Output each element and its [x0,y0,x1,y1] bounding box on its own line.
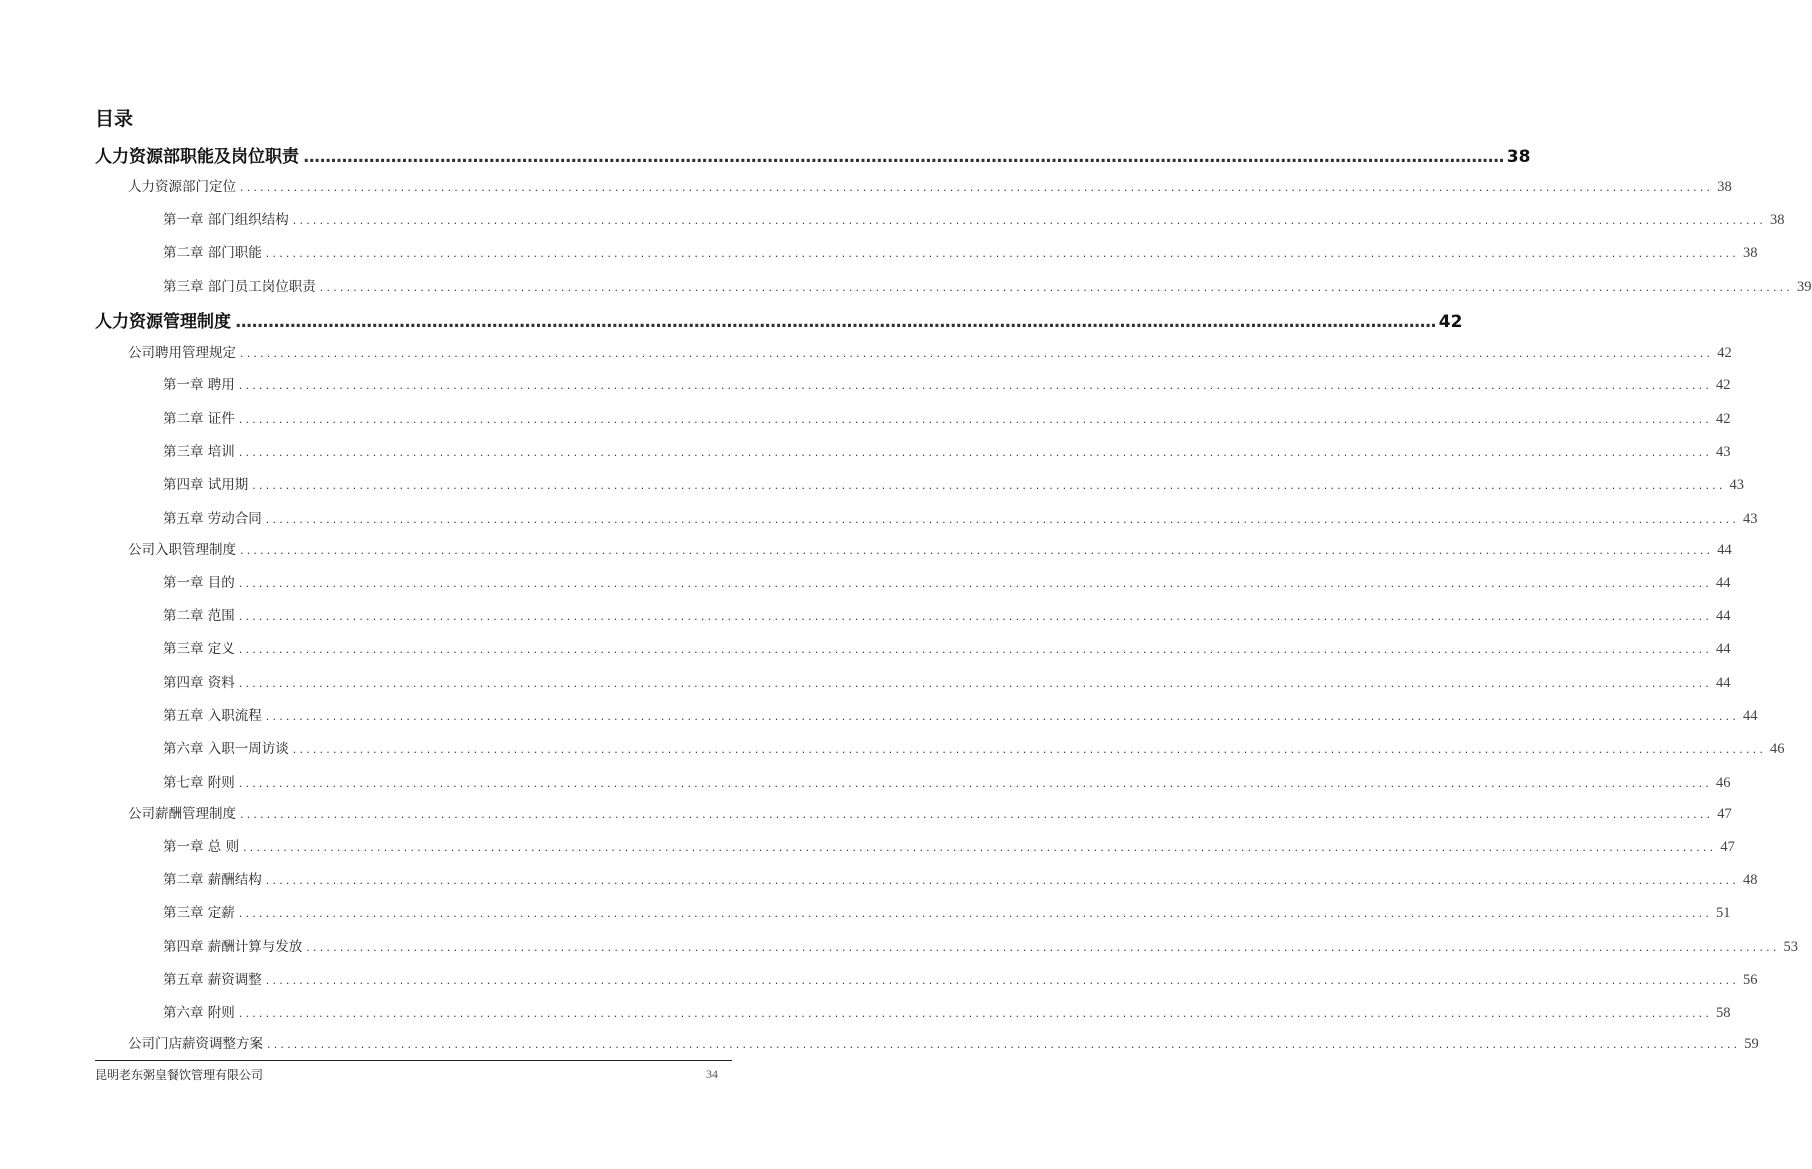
toc-entry-label: 公司薪酬管理制度 [128,806,236,822]
toc-chapter-entry[interactable] [163,275,1812,296]
toc-entry-label: 第三章 部门员工岗位职责 [163,279,316,295]
toc-dot-leader: ............................................................................................................................................................................................................................ [240,808,1714,821]
toc-entry-page: 39 [1797,279,1812,295]
toc-chapter-entry[interactable] [163,637,1731,658]
toc-entry-page: 48 [1743,872,1758,888]
toc-entry-page: 44 [1743,708,1758,724]
toc-chapter-entry[interactable] [163,704,1758,725]
toc-entry-label: 第二章 证件 [163,411,235,427]
toc-entry-label: 公司聘用管理规定 [128,345,236,361]
toc-chapter-entry[interactable] [163,1001,1731,1022]
toc-dot-leader: ............................................................................................................................................................................................................................ [238,643,1713,656]
toc-dot-leader: ............................................................................................................................................................................................................................ [238,777,1713,790]
toc-dot-leader: ............................................................................................................................................................................................................................ [265,247,1740,260]
toc-dot-leader: ............................................................................................................................................................................................................................ [252,479,1726,492]
toc-entry-label: 第三章 培训 [163,444,235,460]
toc-dot-leader: ............................................................................................................................................................................................................................ [235,312,1436,332]
toc-entry-label: 第五章 劳动合同 [163,511,262,527]
toc-dot-leader: ............................................................................................................................................................................................................................ [238,610,1713,623]
toc-entry-label: 第二章 部门职能 [163,245,262,261]
toc-dot-leader: ............................................................................................................................................................................................................................ [238,379,1713,392]
toc-entry-page: 42 [1716,411,1731,427]
toc-entry-page: 47 [1720,839,1735,855]
toc-chapter-entry[interactable] [163,835,1735,856]
toc-chapter-entry[interactable] [163,407,1731,428]
toc-dot-leader: ............................................................................................................................................................................................................................ [240,347,1714,360]
toc-dot-leader: ............................................................................................................................................................................................................................ [240,181,1714,194]
toc-dot-leader: ............................................................................................................................................................................................................................ [319,281,1794,294]
toc-entry-page: 38 [1717,179,1732,195]
toc-dot-leader: ............................................................................................................................................................................................................................ [265,710,1740,723]
toc-entry-label: 第六章 入职一周访谈 [163,741,289,757]
toc-entry-label: 人力资源部门定位 [128,179,236,195]
toc-entry-label: 第二章 范围 [163,608,235,624]
toc-dot-leader: ............................................................................................................................................................................................................................ [306,941,1780,954]
toc-dot-leader: ............................................................................................................................................................................................................................ [265,874,1740,887]
toc-entry-page: 53 [1783,939,1799,955]
toc-entry-label: 第一章 聘用 [163,377,235,393]
toc-entry-label: 第二章 薪酬结构 [163,872,262,888]
toc-subsection-entry[interactable] [128,1032,1759,1053]
toc-title: 目录 [95,108,134,130]
toc-dot-leader: ............................................................................................................................................................................................................................ [238,677,1713,690]
toc-chapter-entry[interactable] [163,507,1758,528]
toc-chapter-entry[interactable] [163,440,1731,461]
toc-dot-leader: ............................................................................................................................................................................................................................ [240,544,1714,557]
toc-entry-label: 第四章 试用期 [163,477,249,493]
toc-chapter-entry[interactable] [163,771,1731,792]
toc-subsection-entry[interactable] [128,538,1732,559]
toc-dot-leader: ............................................................................................................................................................................................................................ [265,513,1740,526]
toc-entry-label: 第三章 定薪 [163,905,235,921]
toc-subsection-entry[interactable] [128,802,1732,823]
toc-entry-page: 43 [1716,444,1731,460]
toc-entry-label: 第七章 附则 [163,775,235,791]
toc-chapter-entry[interactable] [163,373,1731,394]
toc-entry-label: 公司入职管理制度 [128,542,236,558]
toc-chapter-entry[interactable] [163,737,1785,758]
toc-entry-page: 44 [1716,608,1731,624]
toc-entry-page: 46 [1770,741,1785,757]
toc-dot-leader: ............................................................................................................................................................................................................................ [292,214,1767,227]
toc-entry-page: 42 [1717,345,1732,361]
toc-chapter-entry[interactable] [163,968,1758,989]
toc-entry-label: 第四章 薪酬计算与发放 [163,939,303,955]
toc-entry-page: 42 [1438,312,1463,332]
footer-page-number: 34 [706,1067,718,1081]
toc-entry-page: 59 [1744,1036,1759,1052]
toc-dot-leader: ............................................................................................................................................................................................................................ [265,974,1740,987]
toc-subsection-entry[interactable] [128,341,1732,362]
toc-entry-page: 38 [1770,212,1785,228]
toc-entry-page: 43 [1729,477,1745,493]
toc-section-entry[interactable] [95,142,1531,167]
toc-entry-page: 43 [1743,511,1758,527]
toc-entry-label: 第四章 资料 [163,675,235,691]
toc-entry-page: 42 [1716,377,1731,393]
toc-entry-label: 第五章 薪资调整 [163,972,262,988]
toc-entry-page: 44 [1716,675,1731,691]
toc-entry-page: 38 [1506,147,1531,167]
toc-dot-leader: ............................................................................................................................................................................................................................ [303,147,1504,167]
toc-entry-page: 51 [1716,905,1731,921]
toc-entry-page: 46 [1716,775,1731,791]
toc-entry-page: 47 [1717,806,1732,822]
toc-subsection-entry[interactable] [128,175,1732,196]
toc-entry-label: 公司门店薪资调整方案 [128,1036,263,1052]
toc-entry-page: 58 [1716,1005,1731,1021]
toc-chapter-entry[interactable] [163,901,1731,922]
toc-chapter-entry[interactable] [163,241,1758,262]
toc-entry-page: 44 [1716,641,1731,657]
toc-dot-leader: ............................................................................................................................................................................................................................ [243,841,1717,854]
toc-dot-leader: ............................................................................................................................................................................................................................ [238,907,1713,920]
toc-entry-label: 第一章 部门组织结构 [163,212,289,228]
toc-entry-page: 56 [1743,972,1758,988]
toc-entry-label: 第一章 目的 [163,575,235,591]
toc-entry-label: 人力资源部职能及岗位职责 [95,147,299,167]
toc-entry-label: 第五章 入职流程 [163,708,262,724]
toc-dot-leader: ............................................................................................................................................................................................................................ [267,1038,1741,1051]
toc-chapter-entry[interactable] [163,935,1799,956]
toc-dot-leader: ............................................................................................................................................................................................................................ [238,413,1713,426]
toc-entry-label: 人力资源管理制度 [95,312,231,332]
toc-dot-leader: ............................................................................................................................................................................................................................ [238,577,1713,590]
toc-chapter-entry[interactable] [163,671,1731,692]
toc-dot-leader: ............................................................................................................................................................................................................................ [238,1007,1713,1020]
toc-entry-page: 44 [1716,575,1731,591]
toc-entry-label: 第六章 附则 [163,1005,235,1021]
footer-divider [95,1060,732,1061]
toc-dot-leader: ............................................................................................................................................................................................................................ [292,743,1767,756]
toc-chapter-entry[interactable] [163,208,1785,229]
toc-chapter-entry[interactable] [163,868,1758,889]
footer-company-name: 昆明老东粥皇餐饮管理有限公司 [95,1068,264,1082]
toc-entry-page: 44 [1717,542,1732,558]
toc-chapter-entry[interactable] [163,571,1731,592]
toc-dot-leader: ............................................................................................................................................................................................................................ [238,446,1713,459]
toc-entry-page: 38 [1743,245,1758,261]
toc-section-entry[interactable] [95,307,1463,332]
toc-chapter-entry[interactable] [163,473,1745,494]
toc-chapter-entry[interactable] [163,604,1731,625]
toc-entry-label: 第一章 总 则 [163,839,240,855]
toc-entry-label: 第三章 定义 [163,641,235,657]
